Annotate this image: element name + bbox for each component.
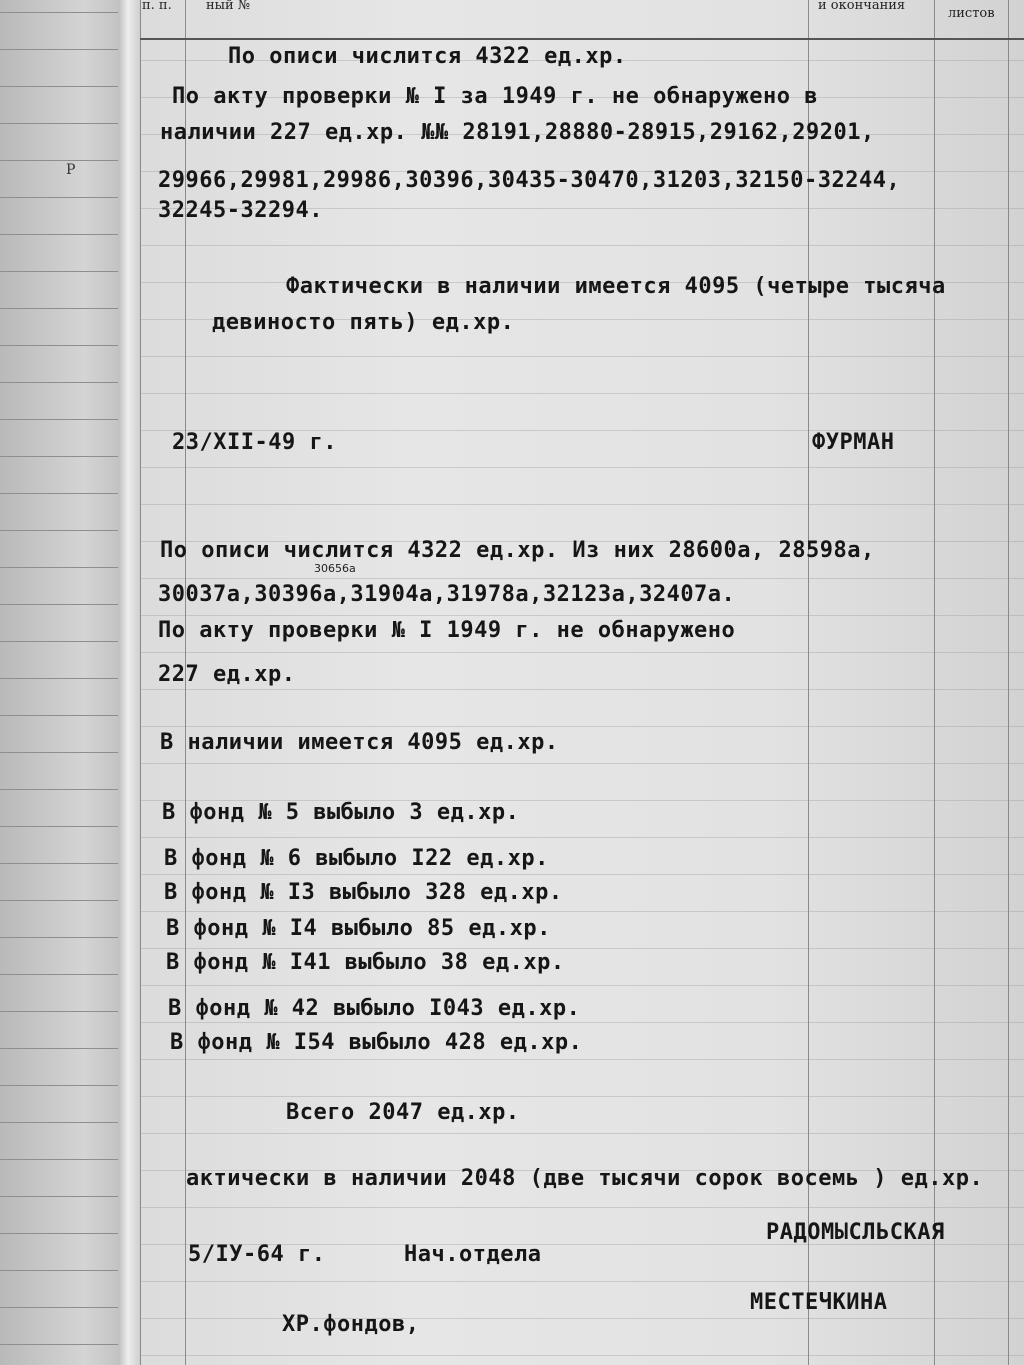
header-col-index: ный № (206, 0, 251, 13)
rule-line (0, 1122, 118, 1123)
rule-line (0, 678, 118, 679)
rule-line (0, 419, 118, 420)
rule-line (0, 900, 118, 901)
position-title: Нач.отдела (404, 1242, 542, 1267)
position-title-continued: ХР.фондов, (282, 1312, 420, 1337)
rule-line (140, 1207, 1024, 1208)
rule-line (0, 530, 118, 531)
transfer-line: В фонд № I3 выбыло 328 ед.хр. (164, 880, 563, 905)
actual-line: актически в наличии 2048 (две тысячи сорок восемь ) ед.хр. (186, 1166, 984, 1191)
rule-line (140, 948, 1024, 949)
block1-line1: По описи числится 4322 ед.хр. (228, 44, 627, 69)
transfer-line: В фонд № 5 выбыло 3 ед.хр. (162, 800, 520, 825)
block2-line2: 30037а,30396а,31904а,31978а,32123а,32407а. (158, 582, 736, 607)
rule-line (0, 1048, 118, 1049)
column-rule (808, 0, 809, 1365)
rule-line (140, 1096, 1024, 1097)
rule-line (0, 1270, 118, 1271)
margin-mark: Р (66, 162, 76, 178)
column-rule (1008, 0, 1009, 1365)
transfer-line: В фонд № I54 выбыло 428 ед.хр. (170, 1030, 583, 1055)
rule-line (140, 245, 1024, 246)
rule-line (140, 1022, 1024, 1023)
block1-line7: девиносто пять) ед.хр. (212, 310, 515, 335)
rule-line (140, 1281, 1024, 1282)
total-line: Всего 2047 ед.хр. (286, 1100, 520, 1125)
block1-signature: ФУРМАН (812, 430, 895, 455)
rule-line (0, 123, 118, 124)
rule-line (0, 1085, 118, 1086)
signature-radomyslskaya: РАДОМЫСЛЬСКАЯ (766, 1220, 945, 1245)
rule-line (0, 1307, 118, 1308)
block1-date: 23/XII-49 г. (172, 430, 337, 455)
transfer-line: В фонд № 42 выбыло I043 ед.хр. (168, 996, 581, 1021)
column-rule (140, 0, 141, 1365)
rule-line (140, 911, 1024, 912)
header-rule (140, 38, 1024, 40)
block1-line4: 29966,29981,29986,30396,30435-30470,31203,32150-32244, (158, 168, 901, 193)
rule-line (0, 1011, 118, 1012)
rule-line (0, 1196, 118, 1197)
rule-line (0, 160, 118, 161)
rule-line (0, 1344, 118, 1345)
rule-line (140, 1318, 1024, 1319)
rule-line (0, 49, 118, 50)
rule-line (140, 1355, 1024, 1356)
rule-line (0, 234, 118, 235)
rule-line (140, 615, 1024, 616)
rule-line (140, 1133, 1024, 1134)
rule-line (0, 641, 118, 642)
rule-line (0, 863, 118, 864)
block2-line4: 227 ед.хр. (158, 662, 296, 687)
header-col-dates: и окончания (818, 0, 906, 13)
rule-line (140, 1059, 1024, 1060)
left-page-ruling (0, 0, 118, 1365)
transfer-line: В фонд № 6 выбыло I22 ед.хр. (164, 846, 549, 871)
block1-line6: Фактически в наличии имеется 4095 (четыре тысяча (286, 274, 946, 299)
rule-line (0, 604, 118, 605)
header-col-sheets: листов (948, 6, 995, 21)
block1-line3: наличии 227 ед.хр. №№ 28191,28880-28915,29162,29201, (160, 120, 875, 145)
handwritten-annotation: 30656а (314, 562, 356, 575)
rule-line (0, 789, 118, 790)
rule-line (0, 1233, 118, 1234)
rule-line (0, 308, 118, 309)
rule-line (140, 837, 1024, 838)
rule-line (0, 752, 118, 753)
rule-line (140, 652, 1024, 653)
block2-line1: По описи числится 4322 ед.хр. Из них 28600а, 28598а, (160, 538, 875, 563)
rule-line (0, 86, 118, 87)
rule-line (140, 393, 1024, 394)
transfer-line: В фонд № I4 выбыло 85 ед.хр. (166, 916, 551, 941)
column-rule (934, 0, 935, 1365)
rule-line (140, 504, 1024, 505)
rule-line (0, 715, 118, 716)
rule-line (140, 689, 1024, 690)
rule-line (140, 763, 1024, 764)
block3-date: 5/IУ-64 г. (188, 1242, 326, 1267)
rule-line (0, 826, 118, 827)
rule-line (0, 382, 118, 383)
rule-line (140, 726, 1024, 727)
rule-line (140, 874, 1024, 875)
rule-line (0, 493, 118, 494)
block2-line5: В наличии имеется 4095 ед.хр. (160, 730, 559, 755)
signature-mestechkina: МЕСТЕЧКИНА (750, 1290, 888, 1315)
rule-line (0, 345, 118, 346)
rule-line (0, 12, 118, 13)
rule-line (0, 1159, 118, 1160)
rule-line (0, 456, 118, 457)
rule-line (0, 937, 118, 938)
header-col-number: п. п. (142, 0, 172, 13)
book-binding (118, 0, 140, 1365)
rule-line (0, 197, 118, 198)
block1-line2: По акту проверки № I за 1949 г. не обнаружено в (172, 84, 819, 109)
rule-line (0, 271, 118, 272)
rule-line (140, 578, 1024, 579)
rule-line (0, 974, 118, 975)
transfer-line: В фонд № I41 выбыло 38 ед.хр. (166, 950, 565, 975)
rule-line (0, 567, 118, 568)
block2-line3: По акту проверки № I 1949 г. не обнаружено (158, 618, 736, 643)
rule-line (140, 985, 1024, 986)
rule-line (140, 356, 1024, 357)
block1-line5: 32245-32294. (158, 198, 323, 223)
rule-line (140, 467, 1024, 468)
